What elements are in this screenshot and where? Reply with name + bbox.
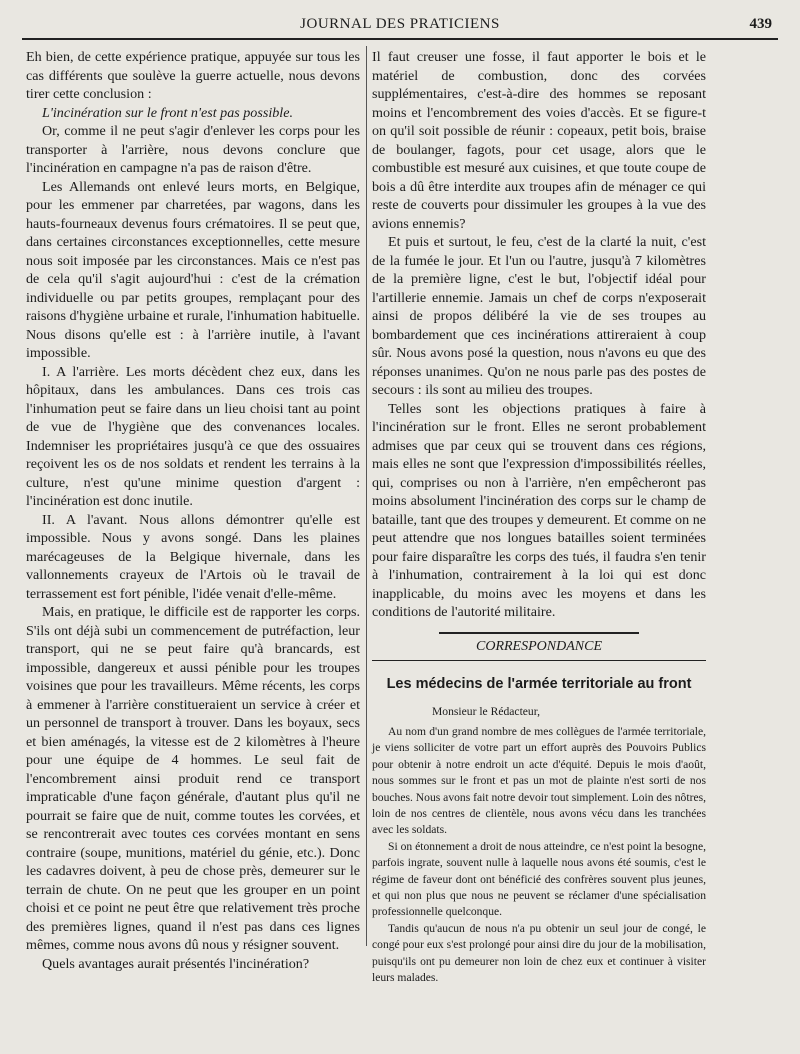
- paragraph: Or, comme il ne peut s'agir d'enlever les corps pour les transporter à l'arrière, nous devons conclure que l'incinération en campagne n'a pas de raison d'être.: [26, 123, 360, 176]
- page-header: [22, 14, 778, 40]
- right-column: [372, 48, 706, 986]
- paragraph-avant: II. A l'avant. Nous allons démontrer qu'elle est impossible. Nous y avons songé. Dans les plaines marécageuses de la Belgique hivernale, dans les vallonnements crayeux de l'Artois où le travail de terrassement est fort pénible, l'idée venait d'elle-même.: [26, 511, 360, 602]
- paragraph: Et puis et surtout, le feu, c'est de la clarté la nuit, c'est de la fumée le jour. Et l'un ou l'autre, jusqu'à 7 kilomètres de la première ligne, c'est le but, l'objectif idéal pour l'artillerie ennemie. Jamais un chef de corps n'exposerait ainsi de propos délibéré la vie de ses troupes au bombardement que ces incinérations attireraient à coup sûr. Nous avons posé la question, nous n'avons eu que des réponses unanimes. Qu'on ne nous parle pas des postes de secours : ils sont au milieu des troupes.: [372, 234, 706, 398]
- left-column: [26, 48, 360, 973]
- paragraph-arriere: I. A l'arrière. Les morts décèdent chez eux, dans les hôpitaux, dans les ambulances. Dans ces trois cas l'inhumation peut se faire dans un lieu choisi tant au point de vue de l'hygiène que des convenances locales. Indemniser les propriétaires jusqu'à ce que des ossuaires reçoivent les os de nos soldats et rendent les terrains à la culture, n'est qu'une minime question d'argent : l'incinération est donc inutile.: [26, 363, 360, 509]
- letter-paragraph: Si on étonnement a droit de nous atteindre, ce n'est point la besogne, parfois ingrate, souvent nulle à laquelle nous avons été soumis, c'est le régime de faveur dont ont bénéficié des confrères souvent plus jeunes, et qui non plus que nous ne peuvent se réclamer d'une spécialisation professionnelle quelconque.: [372, 839, 706, 919]
- conclusion-line: L'incinération sur le front n'est pas possible.: [42, 104, 293, 121]
- paragraph: Eh bien, de cette expérience pratique, appuyée sur tous les cas différents que soulève la guerre actuelle, nous devons tirer cette conclusion :: [26, 49, 360, 102]
- paragraph: Telles sont les objections pratiques à faire à l'incinération sur le front. Elles ne seront probablement admises que par ceux qui se trouvent dans ces régions, mais elles ne sont que l'expression d'impossibilités réelles, qui, comprises ou non à l'arrière, n'en empêcheront pas moins absolument l'incinération des corps sur le champ de bataille, tant que des troupes y demeurent. Et comme on ne peut attendre que nos longues batailles soient terminées pour faire disparaître les corps des tués, il faudra s'en tenir à l'inhumation, contrairement à la loi qui est donc inapplicable, du moins avec les moyens et dans les conditions de l'autorité militaire.: [372, 400, 706, 620]
- paragraph: Mais, en pratique, le difficile est de rapporter les corps. S'ils ont déjà subi un commencement de putréfaction, leur transport, qui ne se peut faire qu'à brancards, est impossible, dangereux et aussi pénible pour les troupes voisines que pour les travailleurs. Même récents, les corps à emmener à l'arrière constitueraient un service à créer et un personnel de transport à trouver. Dans les boyaux, secs et bien aménagés, la vitesse est de 2 kilomètres à l'heure pour une équipe de 4 hommes. Le seul fait de l'encombrement ainsi produit rend ce transport impraticable d'une façon générale, d'autant plus qu'il ne pourrait se faire que de nuit, comme toutes les corvées, et se rencontrerait avec toutes ces corvées montant en sens contraire (soupe, munitions, matériel du génie, etc.). Donc les cadavres doivent, à peu de chose près, demeurer sur le terrain de chute. On ne peut que les grouper en un point choisi et ce point ne peut être que relativement très proche des premières lignes, quand il n'est pas dans ces lignes mêmes, comme nous avons dû nous y résigner souvent.: [26, 604, 360, 953]
- section-rule: [439, 632, 639, 634]
- article-title: Les médecins de l'armée territoriale au front: [386, 676, 692, 692]
- letter-salutation: Monsieur le Rédacteur,: [432, 704, 541, 718]
- letter-paragraph: Tandis qu'aucun de nous n'a pu obtenir un seul jour de congé, le congé pour eux s'est prolongé pour ainsi dire du jour de la mobilisation, puisqu'ils ont pu demeurer non loin de chez eux et continuer à visiter leurs malades.: [372, 921, 706, 984]
- page-number: 439: [749, 16, 772, 32]
- paragraph: Il faut creuser une fosse, il faut apporter le bois et le matériel de combustion, donc des corvées supplémentaires, c'est-à-dire des hommes se reposant moins et l'encombrement des voies d'accès. Et se figure-t on qu'il soit possible de réunir : copeaux, petit bois, braise de boulanger, fagots, pour cet usage, alors que le combustible est mesuré aux cuisines, et que toute coupe de bois a dû être interdite aux troupes afin de ménager ce qui reste de couverts pour dissimuler les groupes à la vue des avions ennemis?: [372, 49, 706, 232]
- paragraph: Les Allemands ont enlevé leurs morts, en Belgique, pour les emmener par charretées, par wagons, dans les hauts-fourneaux devenus fours crématoires. Il se peut que, dans certaines circonstances exceptionnelles, cette mesure nous soit imposée par les circonstances. Mais ce n'est pas de cela qu'il s'agit aujourd'hui : c'est de la crémation individuelle ou par petits groupes, remplaçant pour des raisons d'hygiène urbaine et rurale, l'inhumation habituelle. Nous disons qu'elle est : à l'arrière inutile, à l'avant impossible.: [26, 178, 360, 361]
- column-divider: [366, 46, 367, 946]
- letter-body: [372, 704, 706, 987]
- letter-paragraph: Au nom d'un grand nombre de mes collègues de l'armée territoriale, je viens solliciter de votre part un effort auprès des Pouvoirs Publics pour obtenir à notre endroit un acte d'équité. Depuis le mois d'août, nous sommes sur le front et pas un mot de plainte n'est sorti de nos bouches. Nous avons fait notre devoir tout simplement. Loin des nôtres, loin de nos centres de clientèle, nous avons vécu dans les tranchées avec les soldats.: [372, 724, 706, 837]
- paragraph-question: Quels avantages aurait présentés l'incinération?: [42, 955, 310, 972]
- section-title: CORRESPONDANCE: [372, 638, 706, 662]
- journal-title: JOURNAL DES PRATICIENS: [300, 16, 500, 32]
